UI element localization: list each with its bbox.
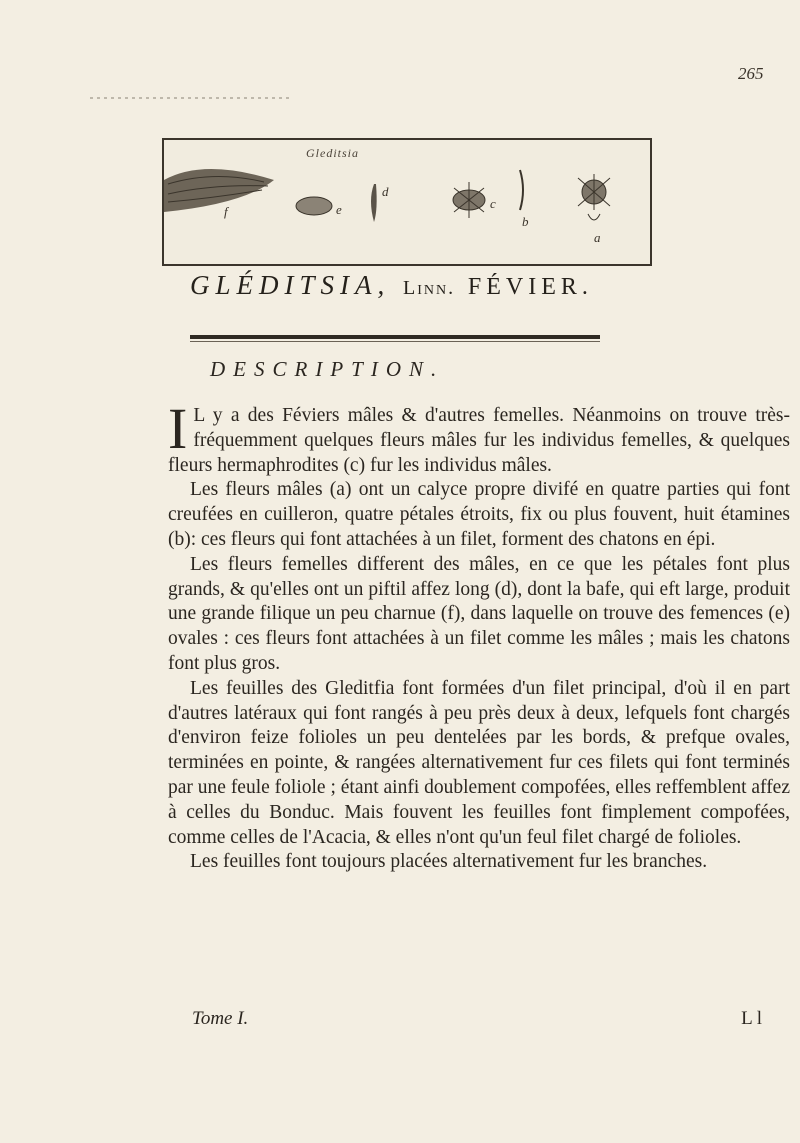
drop-cap: I — [168, 396, 188, 461]
seed-drawing — [296, 197, 332, 215]
figure-label-d: d — [382, 184, 389, 199]
paragraph-2: Les fleurs mâles (a) ont un calyce propre divifé en quatre parties qui font creufées en cuilleron, quatre pétales étroits, fix ou plus fouvent, huit étamines (b): ces fleurs qui font attachées à un filet, forment des chatons en épi. — [168, 479, 790, 550]
plate-caption: Gleditsia — [306, 146, 359, 160]
figure-label-a: a — [594, 230, 601, 245]
common-name: FÉVIER. — [467, 274, 593, 300]
volume-label: Tome I. — [192, 1008, 249, 1029]
paragraph-5: Les feuilles font toujours placées alternativement fur les branches. — [190, 851, 708, 873]
paragraph-4: Les feuilles des Gleditfia font formées d'un filet principal, d'où il en part d'autres latéraux qui font rangés à peu près deux à deux, lefquels font chargés d'environ feize folioles un peu dentelées par les bords, & prefque ovales, terminées en pointe, & rangées alternativement fur ces filets qui font terminés par une feule foliole ; étant ainfi doublement compofées, elles reffemblent affez à celles du Bonduc. Mais fouvent les feuilles font fimplement compofées, comme celles de l'Acacia, & elles n'ont qu'un feul filet chargé de folioles. — [168, 677, 790, 848]
paragraph-3: Les fleurs femelles different des mâles, en ce que les pétales font plus grands, & qu'elles ont un piftil affez long (d), dont la bafe, qui eft large, produit une grande filique un peu charnue (f), dans laquelle on trouve des femences (e) ovales : ces fleurs font attachées à un filet comme les mâles ; mais les chatons font plus gros. — [168, 553, 790, 674]
page-footer — [192, 1008, 762, 1030]
pistil-drawing — [371, 184, 377, 222]
stamen-drawing — [520, 170, 523, 210]
paragraph-1: I L y a des Féviers mâles & d'autres femelles. Néanmoins on trouve très-fréquemment quelques fleurs mâles fur les individus femelles, & quelques fleurs hermaphrodites (c) fur les individus mâles. — [168, 396, 790, 476]
figure-label-c: c — [490, 196, 496, 211]
male-flower-drawing — [578, 174, 610, 220]
top-ornament-rule — [90, 95, 290, 101]
hermaphrodite-flower-drawing — [453, 182, 485, 218]
genus-name: GLÉDITSIA, — [190, 270, 391, 300]
plate-illustration — [164, 140, 650, 264]
title-rule — [190, 335, 600, 339]
title-rule-thin — [190, 341, 600, 342]
page-number: 265 — [738, 64, 764, 83]
figure-label-f: f — [224, 204, 228, 219]
figure-label-b: b — [522, 214, 529, 229]
section-heading: DESCRIPTION. — [210, 357, 445, 381]
description-text — [168, 396, 790, 875]
signature-mark: L l — [741, 1008, 762, 1029]
figure-label-e: e — [336, 202, 342, 217]
author-abbreviation: Linn. — [403, 277, 456, 299]
entry-title — [190, 270, 780, 301]
botanical-plate — [162, 138, 652, 266]
